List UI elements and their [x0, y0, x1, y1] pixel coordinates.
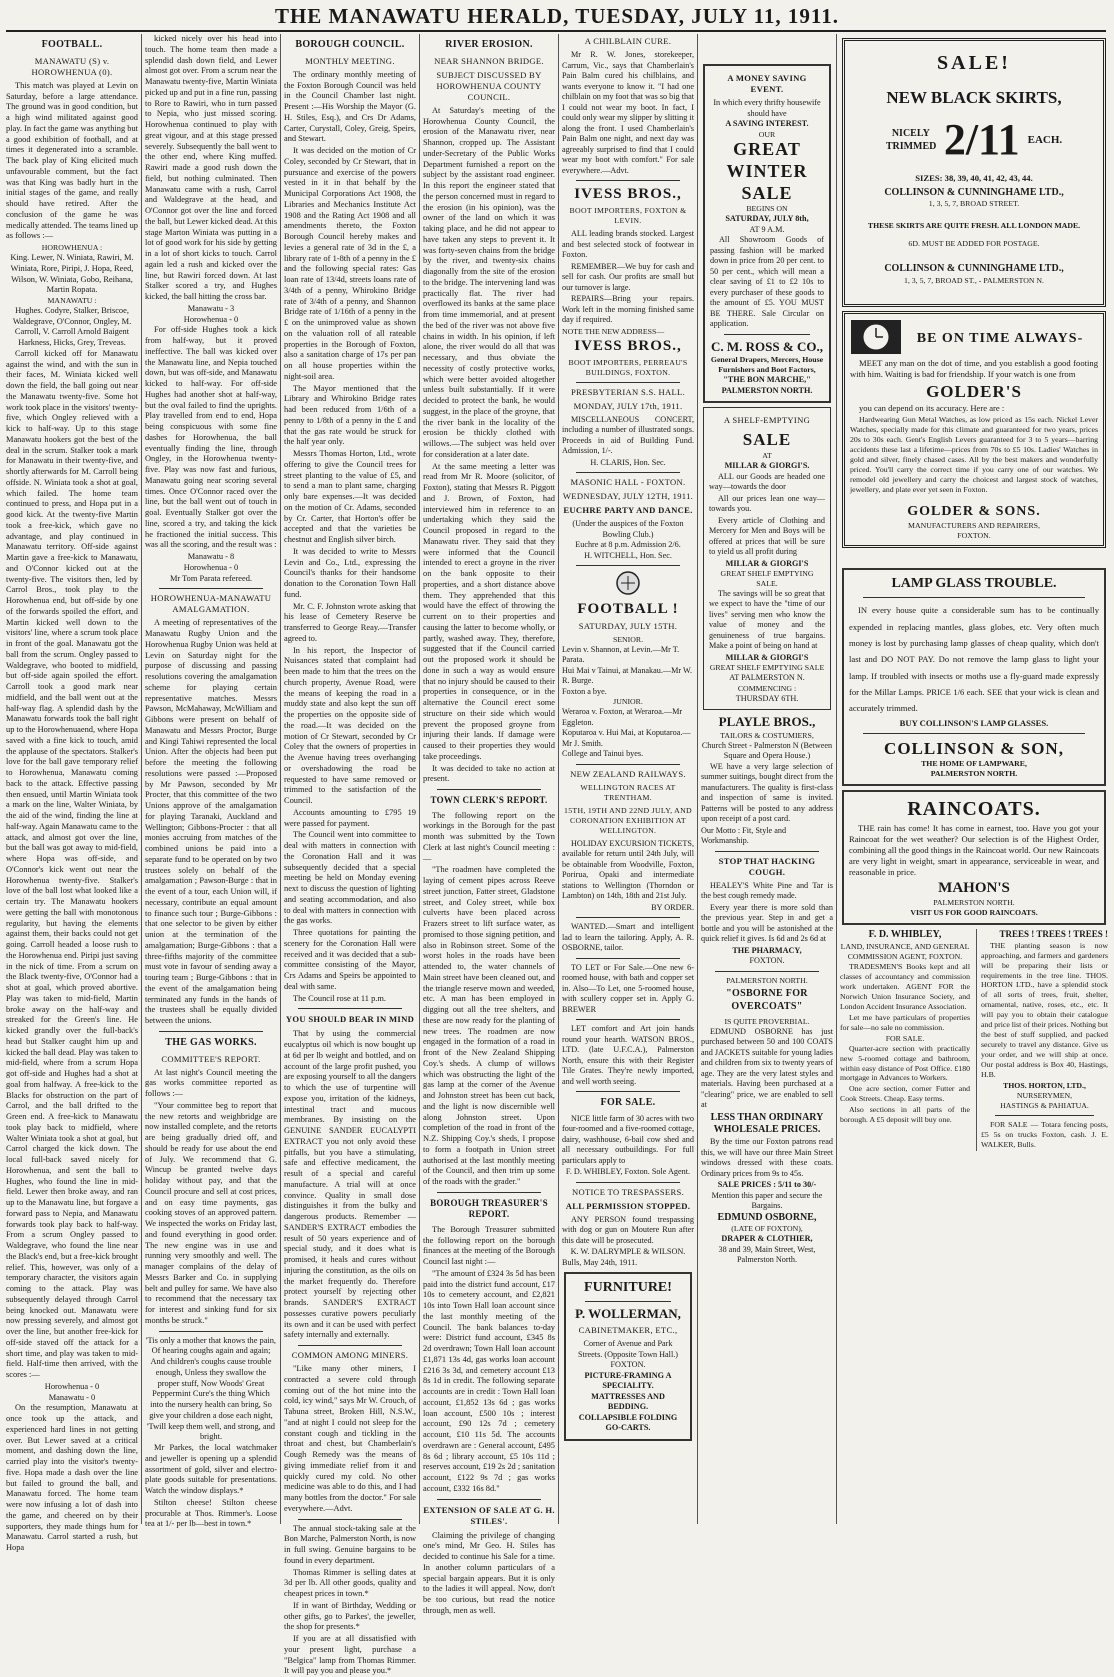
ad-text: PALMERSTON NORTH.: [721, 385, 813, 395]
ad-text: BEGINS ON: [746, 204, 788, 214]
ad-date: THURSDAY 6TH.: [735, 693, 799, 703]
article-paragraph: That by using the commercial eucalyptus oil which is now bought up at 6d per lb weight and bottled, and on account of the large profit pushed, you are exposing yourself to all the dangers to which the use of turpentine will expose you, irritation of the kidneys, intestinal tract and mucous membranes. By insisting on the GENUINE SANDER EUCALYPTI EXTRACT you not only avoid these pitfalls, but you have a stimulating, safe and effective medicament, the result of a special and careful manufacture. A trial will at once convince. Quality in small dose distinguishes it from the bulky and dangerous products. Remember — SANDER'S EXTRACT embodies the result of 50 years experience and of special study, and it does what is promised, it heals and cures without injuring the constitution, as the oils on the market frequently do. Therefore protect yourself by rejecting other brands. SANDER'S EXTRACT possesses curative powers peculiarly its own and it can be used with perfect safety internally and externally.: [284, 1029, 416, 1340]
lamp-glass-ad: [842, 568, 1106, 786]
ad-title: BE ON TIME ALWAYS-: [916, 330, 1084, 346]
divider: [995, 1115, 1094, 1116]
article-paragraph: Carroll kicked off for Manawatu against the wind, and with the sun in their faces, M. Winiata kicked well down the field, the ball going out near the Manawatu twenty-five. Some hot work took place in the visitors' twenty-five, which Ongley relieved with a kick to half-way. Up to this stage Manawatu hookers got the best of the deal in the scrum. Stalker took a mark for Manawatu in their twenty-five, and shortly afterwards for M. Carroll being offside. N. Winiata took a shot at goal, which failed. The home team continued to press, and Hopa put in a good kick. At the twenty-five Martin took a free-kick, which gave no advantage, and play continued in Manawatu territory. Off-side against Martin gave a free-kick to Manawatu, and O'Connor kicked out at the twenty-five. The visitors then, led by Carrol Bros., took play to the Horowhenua end, but off-side by one of the forwards spoiled the effort, and Martin kicked well down to the visitors' line, where a scrum took place in front of the goal. Manawatu got the ball from the scrum. Ongley passed to Waldegrave, who booted to midfield, but off-side again spoiled the effort. Carroll took a good mark near midfield, and the ball went out at the half-way flag. A splendid dash by the Manawatu forwards took the ball right up to the Horowhenuaend, where Hopa saved with a fine kick to touch, amid the applause of the spectators. Stalker's love for the ball gave temporary relief to Horowhenua, Manawatu coming back to the attack. Effective passing then ensued, until Martin Winiata took a mark on the line, Walter Winiata, by the aid of the wind, finding the line at half-way. Again Manawatu came to the attack, and almost got over the line, but the ball was got away to mid-field, where Hopa was off-side, and O'Connor's kick went out near the Horowhenua twenty-five. Stalker's love of the ball lost what looked like a certain try. The Manawatu hookers were getting the ball with monotonous regularity, but having the elements against them, their backs could not get going. Carroll headed a loose rush to the Horowhenua end. Piripi just saving in the nick of time. From a scrum on the Black twenty-five, O'Connor had a shot at goal, which proved abortive. Play was taken to mid-field, Martin broke away on the half-way and streaked for the Green's line. He kicked grandly over the full-back's head but Stalker caught him up and kicked the ball dead. Play was taken to mid-field, where from a scrum Hopa got off-side and Hughes had a shot at goal from halfway. A free-kick to the Blacks for obstruction on the part of Carrol, and the ball drifted to the Green end. A free-kick to Manawatu took play back to midfield, where Walter Winiata took a shot at goal, but Carrol charged the kick down. The local full-back saved nicely for Horowhenua, and sent the ball to Hughes, who found the line in mid-field. Lewer then broke away, and ran up to the Manawatu line, but forgave a forward pass to Nepia, and Manawatu forwards took play back to half-way. From a scrum Ongley passed to Waldegrave, who found the line near the Black's end, but a free-kick brought relief. This, however, was only of a temporary character, the visitors again coming to the attack. Play was subsequently delayed through Carrol being knocked out. Manawatu were now pressing severely, and almost got over the line, but another free-kick for off-side staved off the attack for a short time, and play was taken to mid-field. Half-time then arrived, with the scores :—: [6, 348, 138, 1380]
divider: [724, 334, 810, 335]
divider: [159, 1031, 263, 1032]
column-7: [840, 34, 1108, 1524]
column-3: [284, 34, 416, 1676]
ad-firm-name: P. WOLLERMAN,: [575, 1306, 681, 1322]
ad-title: TREES ! TREES ! TREES !: [999, 929, 1108, 940]
ad-subtitle: BOOT IMPORTERS, FOXTON & LEVIN.: [569, 206, 687, 226]
ad-text: Mention this paper and secure the Bargains.: [711, 1190, 823, 1211]
divider: [437, 789, 541, 790]
article-paragraph: In his report, the Inspector of Nuisances stated that complaint had been made to him that the trees on the church property, Avenue Road, were the means of keeping the road in a muddy state and also kept the sun off the properties on the opposite side of the road.—It was decided on the motion of Cr Stewart, seconded by Cr Coley that the owners of properties in the Avenue having trees overhanging or overshadowing the road be requested to have same removed or trimmed to the satisfaction of the Council.: [284, 645, 416, 806]
divider: [576, 1182, 680, 1183]
column-rule: [419, 34, 420, 1524]
ad-signature: H. CLARIS, Hon. Sec.: [590, 457, 666, 467]
column-2: [145, 34, 277, 1529]
divider: [298, 1345, 402, 1346]
money-saving-ad: [703, 64, 831, 403]
article-paragraph: Mr Parkes, the local watchmaker and jeweller is opening up a splendid assortment of gold, silver and electro-plate goods suitable for presentations. Watch the window displays.*: [145, 1443, 277, 1496]
golder-watch-ad: [842, 311, 1106, 548]
score-line: Manawatu - 0: [48, 1392, 96, 1402]
divider: [585, 1301, 671, 1302]
article-paragraph: At the same meeting a letter was read from Mr R. Moore (solicitor, of Foxton), stating that Messrs R. Piggott and J. Brown, of Foxton, had interviewed him in reference to an undertaking which they said the Council proposed in regard to the Manawatu river. They said that they were informed that the Council intended to erect a groyne in the river on the bank opposite to their properties, and a short distance above them. They apprehended that this would have the effect of throwing the current on to their properties and causing the latter to become wholly, or partly, washed away. They, therefore, suggested that if the Council carried out the proposed work it should be done in such a way as would ensure that no injury should be caused to their properties in consequence, or in the alternative the Council erect some structure on their side which would prevent the proposed groyne from injuring their lands. If damage were caused to their properties they would take proceedings.: [423, 461, 555, 761]
ad-text: TRADESMEN'S Books kept and all classes of accountancy and commission work undertaken. AGENT FOR the Norwich Union Insurance Society, and London Accident Insurance Association.: [840, 961, 970, 1011]
article-paragraph: This match was played at Levin on Saturday, before a large attendance. The ground was in good condition, but a high wind militated against good play. In fact the game was anything but a good exhibition of football, and at times it degenerated into a scramble. The back play of King elicited much unfavourable comment, but the fact was that King was badly hurt in the initial stages of the game, and really should have retired. After the conclusion of the game he was medically attended. The teams lined up as follows :—: [6, 80, 138, 241]
article-heading: COMMON AMONG MINERS.: [291, 1350, 409, 1361]
team-label: MANAWATU :: [47, 296, 97, 306]
article-paragraph: Thomas Rimmer is selling dates at 3d per lb. All other goods, quality and cheapest prices in town.*: [284, 1567, 416, 1599]
ad-firm-name: EDMUND OSBORNE,: [717, 1211, 817, 1223]
whibley-ad: [840, 929, 970, 1151]
divider: [863, 597, 1085, 598]
ad-text: you can depend on its accuracy. Here are :: [859, 402, 1005, 413]
column-rule: [697, 34, 698, 1524]
ad-text: MISCELLANEOUS CONCERT, including a number of illustrated songs. Proceeds in aid of Building Fund. Admission, 1/-.: [562, 414, 694, 456]
ad-title: PRESBYTERIAN S.S. HALL.: [570, 386, 686, 397]
ad-text: Euchre at 8 p.m. Admission 2/6.: [575, 540, 681, 550]
ad-text: HEALEY'S White Pine and Tar is the best cough remedy made.: [701, 880, 833, 901]
ad-subtitle: WELLINGTON RACES AT TRENTHAM.: [580, 782, 676, 802]
ad-text: IN every house quite a considerable sum has to be continually expended in replacing mantles, glass globes, etc. Very often much money is lost by purchasing lamp glasses of cheap quality, which don't last and DO NOT PAY. Do not remove the lamp glass to light your lamp. If troubled with insects or moths use a fly-guard made expressly for the Millar Lamps. PRICE 1/6 each. SEE that your wick is clean and accurately trimmed.: [849, 605, 1099, 714]
ad-text: All our prices lean one way—towards you.: [709, 493, 825, 513]
team-lineup: Hughes. Codyre, Stalker, Briscoe, Waldegrave, O'Connor, Ongley, M. Carroll, V. Carroll Arnold Baigent Harkness, Hicks, Grey, Treveas.: [12, 305, 132, 348]
ad-address: 1, 3, 5, 7, BROAD ST., - PALMERSTON N.: [903, 276, 1044, 286]
divider: [576, 382, 680, 383]
skirts-sale-ad: [842, 38, 1106, 307]
ad-text: AT PALMERSTON N.: [729, 673, 805, 683]
ad-title: MASONIC HALL - FOXTON.: [570, 477, 686, 488]
ad-signature: H. WITCHELL, Hon. Sec.: [584, 550, 672, 560]
ad-text: SALE PRICES : 5/11 to 30/-: [717, 1180, 817, 1190]
divider: [863, 733, 1085, 734]
ad-firm-name: GOLDER & SONS.: [907, 503, 1041, 519]
ad-firm-name: MILLAR & GIORGI'S: [725, 652, 809, 662]
article-paragraph: Mr. C. F. Johnston wrote asking that his lease of Cemetery Reserve be transferred to George Reay.—Transfer agreed to.: [284, 601, 416, 643]
ad-firm-name: F. D. WHIBLEY,: [868, 929, 942, 941]
ad-subtitle: TAILORS & COSTUMIERS,: [720, 731, 814, 740]
ad-subtitle: MANUFACTURERS AND REPAIRERS,: [908, 520, 1040, 530]
article-paragraph: Accounts amounting to £795 19 were passed for payment.: [284, 807, 416, 828]
ad-text: VISIT US FOR GOOD RAINCOATS.: [910, 908, 1038, 918]
divider: [159, 588, 263, 589]
ad-address: FOXTON.: [749, 956, 785, 966]
masthead-rule: [6, 30, 1106, 32]
ad-text: All Showroom Goods of passing fashion will be marked down in price from 20 per cent. to 50 per cent., which will mean a clear saving of £1 to £2 10s to every purchaser of these goods to the amount of £5. YOU MUST BE THERE. Sale Circular on application.: [710, 235, 824, 329]
ad-subtitle: BOOT IMPORTERS, PERREAU'S BUILDINGS, FOXTON.: [568, 357, 688, 377]
divider: [715, 851, 819, 852]
article-paragraph: Stilton cheese! Stilton cheese procurable at Thos. Rimmer's. Loose tea at 1/- per lb—best in town.*: [145, 1497, 277, 1529]
divider: [576, 917, 680, 918]
ad-firm-name: COLLINSON & SON,: [884, 738, 1064, 758]
article-paragraph: The Mayor mentioned that the Library and Whirokino Bridge rates had been reduced from 1/6th of a penny to 1/8th of a penny in the £ and that the gas rate would be struck for the half year only.: [284, 383, 416, 447]
article-paragraph: Mr R. W. Jones, storekeeper, Carrum, Vic., says that Chamberlain's Pain Balm cured his chilblains, and wants everyone to know it. "I had one chilblain on my foot that was so big that I could not wear my boot. In fact, I could only wear my slipper by slitting it along the front. I used Chamberlain's Pain Balm one night, and next day was agreeably surprised to find that I could wear my boot with comfort." For sale everywhere.—Advt.: [562, 50, 694, 175]
article-paragraph: It was decided on the motion of Cr Coley, seconded by Cr Stewart, that in pursuance and exercise of the powers vested in it in that behalf by the Municipal Corporations Act 1908, the Libraries and Mechanics Institute Act 1908 and the Rating Act 1908 and all amendments thereto, the Foxton Borough Council hereby makes and levies a general rate of 3d in the £, a library rate of 1-8th of a penny in the £ and the following special rates: Gas loan rate of 13/4d, streets loans rate of 3/4th of a penny, Whirokino Bridge rate of 3/4th of a penny, and Shannon Bridge rate of 1/16th of a penny in the £ on the unimproved value as shown on the valuation roll of all rateable properties in the Borough of Foxton, also a sanitation charge of 17s per pan on all house properties within the night-soil area.: [284, 146, 416, 381]
ad-text: FOR SALE.: [885, 1033, 925, 1043]
article-paragraph: If in want of Birthday, Wedding or other gifts, go to Parkes', the jeweller, the shop for presents.*: [284, 1600, 416, 1632]
ad-address: 38 and 39, Main Street, West, Palmerston North.: [718, 1244, 816, 1265]
divider: [576, 958, 680, 959]
ad-text: WE have a very large selection of summer suitings, bought direct from the manufacturers. The quality is first-class and inspection of same is invited. Patterns will be posted to any address upon receipt of a post card.: [701, 761, 833, 824]
ad-text: 6D. MUST BE ADDED FOR POSTAGE.: [908, 239, 1040, 249]
score-line: Horowhenua - 0: [44, 1381, 100, 1391]
price-label: 2/11: [943, 115, 1020, 165]
divider: [437, 1192, 541, 1193]
ad-address: PALMERSTON NORTH.: [930, 769, 1018, 779]
score-line: Horowhenua - 0: [183, 562, 239, 572]
ad-address: 1, 3, 5, 7, BROAD STREET.: [928, 199, 1020, 209]
article-paragraph: "Your committee beg to report that the new retorts and weighbridge are now installed complete, and the retorts are being gradually dried off, and should be ready for use about the end of July. We recommend that G. Wincup be granted twelve days holiday without pay, and that the Council procure and sell at cost prices, and on easy time payments, gas cooking stoves of an approved pattern. We inspected the works on Friday last, and found everything in good order. The new engine was in use and running very smoothly and well. The manager complains of the delay of Messrs Barker and Co. in supplying belt and pulley for same. We have also to recommend that the necessary tax for interest and sinking fund for six months be struck.": [145, 1100, 277, 1325]
ad-text: Hardwearing Gun Metal Watches, as low priced as 15s each. Nickel Lever Watches, specially made for this climate and guaranteed for two years, prices 20s to 30s each. Gent's English Levers guaranteed for 3 to 5 years—barring accidents these last a lifetime—prices from 70s to £5 10s. Ladies' Watches in gold and silver, finely chased cases. All by the best makers and wonderfully priced. You'll carry the correct time if you carry one of our watches. We remodel old jewellery and carry the choicest and largest stock of watches, jewellery, and plate ever yet seen in Foxton.: [850, 414, 1098, 494]
article-paragraph: For off-side Hughes took a kick from half-way, but it proved ineffective. The ball was kicked over the Manawatu line, and Nepia touched down, but was off-side, and Manawatu kicked to half-way. For off-side Hughes had another shot at half-way, but the oval failed to find the uprights. Play travelled from end to end, Hopa being conspicuous with some fine dashes for Horowhenua, the ball eventually finding the line, through Ongley, in the Horowhenua twenty-five. Play was now fast and furious, Manawatu going near scoring several times. Once O'Connor raced over the line, but the ball went out of touch in goal. Eventually Stalker got over the line, scored a try, and taking the kick he fractioned the initial success. This was all the scoring, and the result was :: [145, 325, 277, 550]
article-paragraph: The annual stock-taking sale at the Bon Marche, Palmerston North, is now in full swing. Genuine bargains to be found in every department.: [284, 1523, 416, 1565]
article-paragraph: The Council rose at 11 p.m.: [293, 993, 386, 1003]
column-4: [423, 34, 555, 1615]
team-lineup: King. Lewer, N. Winiata, Rawiri, M. Winiata, Rore, Piripi, J. Hopa, Reed, Wilson, W. Winiata, Gobo, Reihana, Martin Ropata.: [10, 253, 134, 295]
ad-title: RAINCOATS.: [907, 798, 1041, 821]
ad-firm-name: COLLINSON & CUNNINGHAME LTD.,: [884, 263, 1064, 275]
ad-signature: BY ORDER.: [651, 902, 694, 912]
article-paragraph: At last night's Council meeting the gas works committee reported as follows :—: [145, 1067, 277, 1099]
ad-text: SIZES: 38, 39, 40, 41, 42, 43, 44.: [915, 172, 1033, 183]
ad-title: IVESS BROS.,: [574, 337, 682, 354]
ad-title: IVESS BROS.,: [574, 186, 682, 202]
ad-text: EACH.: [1027, 134, 1063, 147]
ad-title: A MONEY SAVING EVENT.: [727, 73, 807, 94]
ad-text: A SAVING INTEREST.: [725, 119, 809, 128]
ad-text: In which every thrifty housewife should have: [713, 98, 821, 118]
ad-text: COLLAPSIBLE FOLDING GO-CARTS.: [578, 1412, 678, 1433]
column-6: [701, 34, 833, 1524]
divider: [715, 971, 819, 972]
ad-subtitle: GREAT SHELF EMPTYING SALE: [709, 663, 825, 673]
ad-text: LESS THAN ORDINARY WHOLESALE PRICES.: [710, 1111, 824, 1136]
ad-date: Bulls, May 24th, 1911.: [562, 1257, 638, 1267]
ad-date: SATURDAY, JULY 8th,: [725, 214, 809, 224]
ad-text: HOLIDAY EXCURSION TICKETS, available for return until 24th July, will be obtainable from Woodville, Foxton, Porirua, Opaki and intermediate stations to Wellington (Thorndon or Lambton) on 14th, 18th and 21st July.: [562, 838, 694, 901]
ad-firm-name: MILLAR & GIORGI'S: [725, 558, 809, 568]
ad-subtitle: THE HOME OF LAMPWARE,: [921, 759, 1027, 769]
furniture-ad: [564, 1272, 692, 1440]
ad-subtitle: GREAT SHELF EMPTYING SALE.: [720, 569, 814, 588]
article-heading: RIVER EROSION.: [445, 39, 533, 50]
divider: [437, 1499, 541, 1500]
article-subheading: NEAR SHANNON BRIDGE.: [434, 55, 544, 66]
ad-text: AT: [762, 451, 772, 461]
ad-date: AT 9 A.M.: [749, 224, 785, 234]
ad-text: One acre section, corner Futter and Cook Streets. Cheap. Easy terms.: [840, 1084, 970, 1104]
article-heading: HOROWHENUA-MANAWATU AMALGAMATION.: [150, 593, 272, 615]
ad-text: Every year there is more sold than the previous year. Step in and get a bottle and you will be astonished at the quick relief it gives. Is 6d and 2s 6d at: [701, 902, 833, 944]
divider: [576, 764, 680, 765]
article-paragraph: "Like many other miners, I contracted a severe cold through coming out of the hot mine into the cold, icy wind," says Mr W. Crouch, of Tabuna street, Broken Hill, N.S.W., "and at night I could not sleep for the constant cough and tickling in the throat and chest, but Chamberlain's Cough Remedy was the means of giving immediate relief from it and quickly cured my cold. No other medicine was able to do this, and I had many bottles from the doctor." For sale everywhere.—Advt.: [284, 1364, 416, 1513]
ad-address: PALMERSTON NORTH.: [933, 898, 1015, 908]
ad-text: Our Motto : Fit, Style and Workmanship.: [701, 825, 787, 846]
ad-title: EUCHRE PARTY AND DANCE.: [563, 505, 693, 516]
article-paragraph: Messrs Thomas Horton, Ltd., wrote offering to give the Council trees for street planting to the value of £5, and to send a man to plant same, charging only bare expenses.—It was decided on the motion of Cr. Adams, seconded by Cr. Carter, that Horton's offer be accepted and that the varieties be chestnut and English silver birch.: [284, 449, 416, 545]
article-paragraph: It was decided to write to Messrs Levin and Co., Ltd., expressing the Council's thanks for their handsome donation to the Coronation Town Hall fund.: [284, 546, 416, 599]
ad-text: Let me have particulars of properties for sale—no sale no commission.: [840, 1012, 970, 1032]
classified-ad: LET comfort and Art join hands round your hearth. WATSON BROS., LTD. (late U.F.C.A.), Palmerston North, ensure this with their Register Tile Grates. They're newly imported, and well worth seeing.: [562, 1024, 694, 1086]
article-heading: YOU SHOULD BEAR IN MIND: [285, 1014, 415, 1025]
score-line: Horowhenua - 0: [183, 314, 239, 324]
ad-address: FOXTON.: [957, 530, 991, 540]
ad-title: NEW BLACK SKIRTS,: [886, 87, 1062, 107]
article-paragraph: A meeting of representatives of the Manawatu Rugby Union and the Horowhenua Rugby Union was held at Levin on Saturday night for the purpose of discussing and passing resolutions covering the amalgamation scheme for playing certain representative matches. Messrs Pawson, McMahaway, McWilliam and Gibbons were present on behalf of Manawatu and Messrs Proctor, Burge and Kingi Tahiwi represented the local Union. After the objects had been put before the meeting the following resolutions were passed :—Proposed by Mr Pawson, seconded by Mr Procter, that this committee of the two Unions approve of the amalgamation for playing Taranaki, Auckland and Wellington; Gibbons-Procter : that all monies accruing from matches of the combined unions be paid into a separate fund to be operated on by two trustees solely on behalf of the amalgamation ; Pawson-Burge : that in the event of a tour, each Union will, if necessary, contribute an equal amount to finance such tour ; Burge-Gibbons : that one selector to be given by either union at the termination of the amalgamation; Burge-Gibbons : that a three-fifths majority of the committee must vote in favour of sending away a touring team ; Burge-Gibbons : that in the event of the amalgamation being terminated any funds in the hands of the trustees shall be equally divided between the unions.: [145, 618, 277, 1025]
article-paragraph: It was decided to take no action at present.: [423, 763, 555, 784]
ad-title: NOTICE TO TRESPASSERS.: [571, 1186, 685, 1197]
ad-title: FOOTBALL !: [577, 600, 679, 617]
ad-firm-name: MILLAR & GIORGI'S.: [724, 461, 810, 470]
ad-date: WEDNESDAY, JULY 12TH, 1911.: [562, 491, 694, 502]
divider: [298, 1008, 402, 1009]
ad-text: THE planting season is now approaching, and farmers and gardeners will be preparing their lists or requirements in the tree line. THOS. HORTON LTD., have a splendid stock of all sorts of trees, fruit, shelter, ornamental, native, roses, etc., etc. It will pay you to obtain their catalogue and price list of their prices. Nothing but the best of stuff supplied, and packed securely to travel any distance. Give us your order, and we will ship at once. Our postal address is Box 40, Hastings, H.B.: [981, 940, 1108, 1080]
fixture-line: Hui Mai v Tainui, at Manakau.—Mr W. R. Burge.: [562, 665, 693, 686]
ad-subtitle: CABINETMAKER, ETC.,: [578, 1325, 678, 1336]
divider: [576, 1019, 680, 1020]
fixture-line: Weraroa v. Foxton, at Weraroa.—Mr Eggleton.: [562, 707, 683, 727]
fixture-line: College and Tainui byes.: [562, 749, 644, 759]
ad-title: LAMP GLASS TROUBLE.: [891, 576, 1057, 592]
divider: [576, 565, 680, 566]
fixture-line: Koputaroa v. Hui Mai, at Koputaroa.—Mr J. Smith.: [562, 728, 691, 748]
ad-text: THESE SKIRTS ARE QUITE FRESH. ALL LONDON MADE.: [867, 221, 1081, 231]
ad-firm-name: GOLDER'S: [926, 382, 1022, 402]
ad-firm-name: MAHON'S: [938, 879, 1010, 896]
ad-text: "THE BON MARCHE,": [723, 375, 811, 385]
column-rule: [141, 34, 142, 1524]
ad-title: GREAT WINTER SALE: [726, 139, 808, 203]
masthead: THE MANAWATU HERALD, TUESDAY, JULY 11, 1911.: [274, 4, 840, 28]
fixture-grade: SENIOR.: [612, 634, 644, 644]
article-paragraph: At Saturday's meeting of the Horowhenua County Council, the erosion of the Manawatu river, near Shannon, cropped up. The Assistant under-Secretary of the Public Works Department furnished a report on the subject by the assistant road engineer. In this report the engineer stated that the person concerned must in regard to the erosion (in his opinion), was the owner of the land on which it was taking place, and he did not appear to have taken any steps to prevent it. It was forty-seven chains from the bridge by the river, and twenty-six chains diagonally from the site of the erosion to the bridge. The intervening land was practically flat. The river had overflowed its banks at the same place from time immemorial, and at present the bed of the river was not above five chains in width. In his opinion, if left alone, the river would do all that was necessary, and thus obviate the necessity of costly protective works, which were better avoided altogether unless built substantially. If it were decided to protect the bank, he would suggest, in the place of the groyne, that the river bank in the locality of the erosion be thickly clothed with willows.—The subject was held over for consideration at a later date.: [423, 105, 555, 459]
ad-title: NEW ZEALAND RAILWAYS.: [570, 768, 686, 779]
score-line: Manawatu - 8: [187, 552, 235, 561]
ad-address: Corner of Avenue and Park Streets. (Opposite Town Hall.) FOXTON.: [577, 1339, 678, 1370]
ad-text: REPAIRS—Bring your repairs. Work left in the morning finished same day if required.: [562, 294, 694, 325]
article-heading: BOROUGH TREASURER'S REPORT.: [430, 1197, 548, 1220]
column-1: [6, 34, 138, 1553]
article-heading: A CHILBLAIN CURE.: [584, 36, 672, 46]
ad-address: Church Street - Palmerston N (Between Square and Opera House.): [701, 740, 833, 761]
ad-text: DRAPER & CLOTHIER,: [721, 1234, 813, 1244]
team-label: HOROWHENUA :: [41, 243, 103, 253]
article-heading: THE GAS WORKS.: [165, 1036, 257, 1048]
ad-text: Also sections in all parts of the borough. A £5 deposit will buy one.: [840, 1105, 970, 1125]
ad-firm-name: THE PHARMACY,: [732, 945, 802, 955]
ad-title: "OSBORNE FOR OVERCOATS": [726, 987, 808, 1012]
ad-text: The savings will be so great that we expect to have the "time of our lives" serving men who know the value of money and the genuineness of true bargains. Make a point of being on hand at: [709, 588, 825, 651]
ad-title: FOR SALE.: [600, 1097, 656, 1109]
ad-text: NICE little farm of 30 acres with two four-roomed and a five-roomed cottage, dairy, washhouse, 6-bail cow shed and all necessary outbuildings. For full particulars apply to: [562, 1113, 694, 1165]
ad-address: HASTINGS & PAHIATUA.: [1000, 1101, 1089, 1111]
ad-subtitle: ALL PERMISSION STOPPED.: [565, 1200, 691, 1211]
column-5: [562, 34, 694, 1524]
ad-text: REMEMBER—We buy for cash and sell for cash. Our profits are small but our turnover is large.: [562, 261, 694, 292]
ad-text: (LATE OF FOXTON),: [731, 1224, 803, 1234]
ad-text: By the time our Foxton patrons read this, we will have our three Main Street windows dressed with these coats. Ordinary prices from 9s to 45s.: [701, 1137, 833, 1178]
ad-text: EDMUND OSBORNE has just purchased between 50 and 100 COATS and JACKETS suitable for young ladies and children from six to twenty years of age. They are the very latest styles and materials. Having been purchased at a "clearing" price, we are enabled to sell at: [701, 1026, 833, 1109]
article-subheading: COMMITTEE'S REPORT.: [161, 1053, 261, 1064]
classified-ad: WANTED.—Smart and intelligent lad to learn the tailoring. Apply, A. R. OSBORNE, tailor.: [562, 922, 694, 953]
shelf-emptying-ad: [703, 407, 831, 710]
ad-text: Every article of Clothing and Mercery for Men and Boys will be offered at prices that will be sure to yield us all profit during: [709, 515, 825, 556]
article-paragraph: kicked nicely over his head into touch. The home team then made a splendid dash down field, and Lewer almost got over. From a scrum near the Manawatu twenty-five, Martin Winiata picked up and put in a fine run, passing to Rore to Rawiri, who in turn passed to Nepia, who just missed scoring. Horowhenua continued to play with great vigour, and at this stage pressed severely. Subsequently the ball went to the other end, where King muffed. Rawiri made a good rush down the field, but nothing culminated. Then Manawatu came with a rush, Carrol and Waldegrave at the head, and O'Connor got over the line and forced the ball, but Lewer kicked dead. At this stage Marton Winiata was putting in a lot of good work for his side by getting in a lot of short kicks to touch. Carrol again led a rush and kicked over the line, but Rawiri forced down. At last Stalker scored a try, and Hughes kicked, the ball hitting the cross bar.: [145, 34, 277, 301]
ad-subtitle: 15TH, 19TH AND 22ND JULY, AND CORONATION EXHIBITION AT WELLINGTON.: [564, 805, 692, 835]
ad-text: COMMENCING :: [737, 683, 797, 693]
ad-title: STOP THAT HACKING COUGH.: [718, 855, 816, 877]
ad-text: ALL leading brands stocked. Largest and best selected stock of footwear in Foxton.: [562, 229, 694, 260]
ad-title: SALE: [742, 430, 792, 450]
ad-title: FURNITURE!: [584, 1280, 672, 1296]
article-paragraph: Claiming the privilege of changing one's mind, Mr Geo. H. Stiles has decided to continue his Sale for a time. In another column particulars of a special bargain appears. But it is only to the ladies it will appeal. Now, don't be too curious, but read the notice through, men as well.: [423, 1530, 555, 1615]
ad-text: MATTRESSES AND BEDDING.: [591, 1391, 665, 1412]
divider: [298, 1519, 402, 1520]
ad-text: PICTURE-FRAMING A SPECIALITY.: [584, 1370, 672, 1391]
ad-text: ALL our Goods are headed one way—towards the door: [709, 471, 825, 491]
ad-signature: K. W. DALRYMPLE & WILSON.: [570, 1247, 686, 1257]
divider: [576, 1091, 680, 1092]
ad-firm-name: C. M. ROSS & CO.,: [711, 338, 823, 354]
ad-date: SATURDAY, JULY 15TH.: [578, 620, 678, 631]
ad-subtitle: General Drapers, Mercers, House Furnishers and Boot Factors,: [710, 355, 824, 375]
ad-firm-name: PLAYLE BROS.,: [718, 714, 816, 730]
article-paragraph: Three quotations for painting the scenery for the Coronation Hall were received and it was decided that a sub-committee consisting of the Mayor, Crs Adams and Speirs be appointed to deal with same.: [284, 928, 416, 991]
ad-text: Quarter-acre section with practically new 5-roomed cottage and bathroom, within easy distance of Post Office. £180 mortgage in Advances to Workers.: [840, 1043, 970, 1083]
ad-text: MEET any man on the dot of time, and you establish a good footing with him. Waiting is bad for friendship. If your watch is one from: [850, 358, 1098, 380]
referee-line: Mr Tom Parata refereed.: [169, 573, 253, 583]
score-line: Manawatu - 3: [187, 303, 235, 313]
article-paragraph: If you are at all dissatisfied with your present light, purchase a "Belgica" lamp from Thomas Rimmer. It will pay you and please you.*: [284, 1634, 416, 1676]
fixture-line: Levin v. Shannon, at Levin.—Mr T. Parata.: [562, 644, 680, 665]
trees-ad: [976, 929, 1108, 1151]
fixture-line: Foxton a bye.: [562, 686, 607, 696]
article-paragraph: "The amount of £324 3s 5d has been paid into the district fund account, £17 10s to cemetery account, and £2,821 10s into Town Hall loan account since the last monthly meeting of the Council. The bank balances to-day were: District fund account, £345 8s 2d overdrawn; Town Hall loan account £1,871 13s 4d, gas works loan account £216 3s 3d, and cemetery account £13 8s 1d in credit. The following separate accounts are in credit : Town Hall loan account, £1,852 13s 6d ; gas works loan account, £500 10s ; interest account, £90 12s 7d ; cemetery account, £10 11s 5d. The accounts overdrawn are : General account, £495 8s 6d ; library account, £5 10s 11d ; reserves account, £19 2s 2d ; sanitation account, £122 9s 7d ; gas works account, £332 16s 8d.": [423, 1268, 555, 1493]
classified-ad: FOR SALE — Totara fencing posts, £5 5s on trucks Foxton, cash. J. E. WALKER, Bulls.: [981, 1120, 1108, 1149]
article-paragraph: The ordinary monthly meeting of the Foxton Borough Council was held in the Council Chamber last night. Present :—His Worship the Mayor (G. H. Stiles, Esq.), and Crs Dr Adams, Carter, Curystall, Coley, Greig, Speirs, and Stewart.: [284, 69, 416, 144]
ad-date: MONDAY, JULY 17th, 1911.: [573, 400, 683, 411]
ad-firm-name: THOS. HORTON, LTD.,: [1003, 1081, 1086, 1091]
article-subheading: MANAWATU (S) v. HOROWHENUA (0).: [31, 55, 113, 77]
article-subheading: SUBJECT DISCUSSED BY HOROWHENUA COUNTY COUNCIL.: [436, 69, 542, 102]
article-heading: BOROUGH COUNCIL.: [295, 39, 405, 50]
article-subheading: MONTHLY MEETING.: [305, 55, 395, 66]
ad-text: (Under the auspices of the Foxton Bowling Club.): [572, 519, 684, 539]
ad-address: PALMERSTON NORTH.: [726, 975, 808, 985]
verse: 'Tis only a mother that knows the pain, Of hearing coughs again and again; And children's coughs cause trouble enough, Unless they swallow the proper stuff, Now Woods' Great Peppermint Cure's the thing Which into the nursery health can bring, So give your children a dose each night, 'Twill keep them well, and strong, and bright.: [145, 1335, 277, 1442]
ad-text: NICELY TRIMMED: [885, 127, 937, 152]
article-heading: EXTENSION OF SALE AT G. H. STILES'.: [423, 1504, 555, 1526]
column-rule: [836, 34, 837, 1524]
ad-firm-name: COLLINSON & CUNNINGHAME LTD.,: [884, 186, 1064, 198]
article-paragraph: "The roadmen have completed the laying of cement pipes across Reeve street junction, Fatter street, Gladstone street, and Coley street, while box culverts have been placed across Frazers street to lift surface water, as promised to those signing petition, and also in Robinson street. Some of the worst holes in the roads have been attended to, the water channels of Main street have been cleaned out, and the triangle reserve mown and weeded, etc. A man has been employed in digging out all the tree shelters, and these are now ready for the planting of new trees. The roadmen are now engaged in the formation of a road in front of the New Zealand Shipping Coy.'s sheds. A clump of willows which was obstructing the light of the gas lamp at the corner of the Avenue and Johnston street has been cut back, and the light is now discernible well along Johnston street. Upon completion of the road in front of the N.Z. Shipping Coy.'s sheds, I propose to form a footpath in Union street authorised at the last monthly meeting of the Council, and then trim up some of the roads with the grader.": [423, 865, 555, 1187]
article-paragraph: On the resumption, Manawatu at once took up the attack, and experienced hard lines in not getting over. But Lewer saved at a critical moment, and dashing down the line, carried play into the visitor's twenty-five. Hopa made a dash over the line but failed to ground the ball, and Manawatu forced. The home team were now infusing a lot of dash into the game, and cheered on by their supporters, they made things hum for Manawatu. Carrol started a rush, but Hopa: [6, 1403, 138, 1553]
ad-text: THE rain has come! It has come in earnest, too. Have you got your Raincoat for the wet weather? Our selection is of the Highest Order, combining all the good things in the Raincoat world. Our new Raincoats are very light in weight, smart in appearance, serviceable in wear, and reasonable in price.: [849, 822, 1099, 877]
ad-text: OUR: [758, 129, 776, 139]
divider: [159, 1331, 263, 1332]
article-paragraph: The Council went into committee to deal with matters in connection with the Coronation Hall and it was subsequently decided that a special meeting be held on Monday evening next to discuss the question of lighting and seating accommodation, and also to deal with matters in connection with the gas works.: [284, 830, 416, 926]
ad-text: BUY COLLINSON'S LAMP GLASSES.: [899, 717, 1049, 728]
article-heading: FOOTBALL.: [41, 39, 103, 50]
article-paragraph: The Borough Treasurer submitted the following report on the borough finances at the meeting of the Borough Council last night :—: [423, 1224, 555, 1267]
column-rule: [280, 34, 281, 1524]
column-rule: [558, 34, 559, 1524]
ad-subtitle: IS QUITE PROVERBIAL.: [724, 1016, 810, 1026]
divider: [576, 472, 680, 473]
clock-icon: [850, 319, 902, 358]
ad-signature: F. D. WHIBLEY, Foxton. Sole Agent.: [565, 1167, 691, 1177]
article-heading: TOWN CLERK'S REPORT.: [430, 795, 548, 806]
ad-subtitle: NURSERYMEN,: [1016, 1091, 1073, 1101]
ad-subtitle: LAND, INSURANCE, AND GENERAL COMMISSION AGENT, FOXTON.: [840, 941, 970, 961]
raincoats-ad: [842, 790, 1106, 925]
article-paragraph: The following report on the workings in the Borough for the past month was submitted by the Town Clerk at last night's Council meeting :—: [423, 810, 555, 863]
ad-text: ANY PERSON found trespassing with dog or gun on Moutere Run after this date will be prosecuted.: [562, 1214, 694, 1245]
fixture-grade: JUNIOR.: [613, 697, 643, 707]
ad-title: A SHELF-EMPTYING: [723, 415, 811, 426]
ad-text: NOTE THE NEW ADDRESS—: [562, 326, 665, 336]
football-icon: [562, 570, 694, 600]
classified-ad: TO LET or For Sale.—One new 6-roomed house, with bath and copper set in. Also—To Let, one 5-roomed house, with scullery copper set in. Apply G. BREWER: [562, 962, 694, 1014]
ad-title: SALE!: [937, 52, 1011, 74]
divider: [576, 180, 680, 181]
